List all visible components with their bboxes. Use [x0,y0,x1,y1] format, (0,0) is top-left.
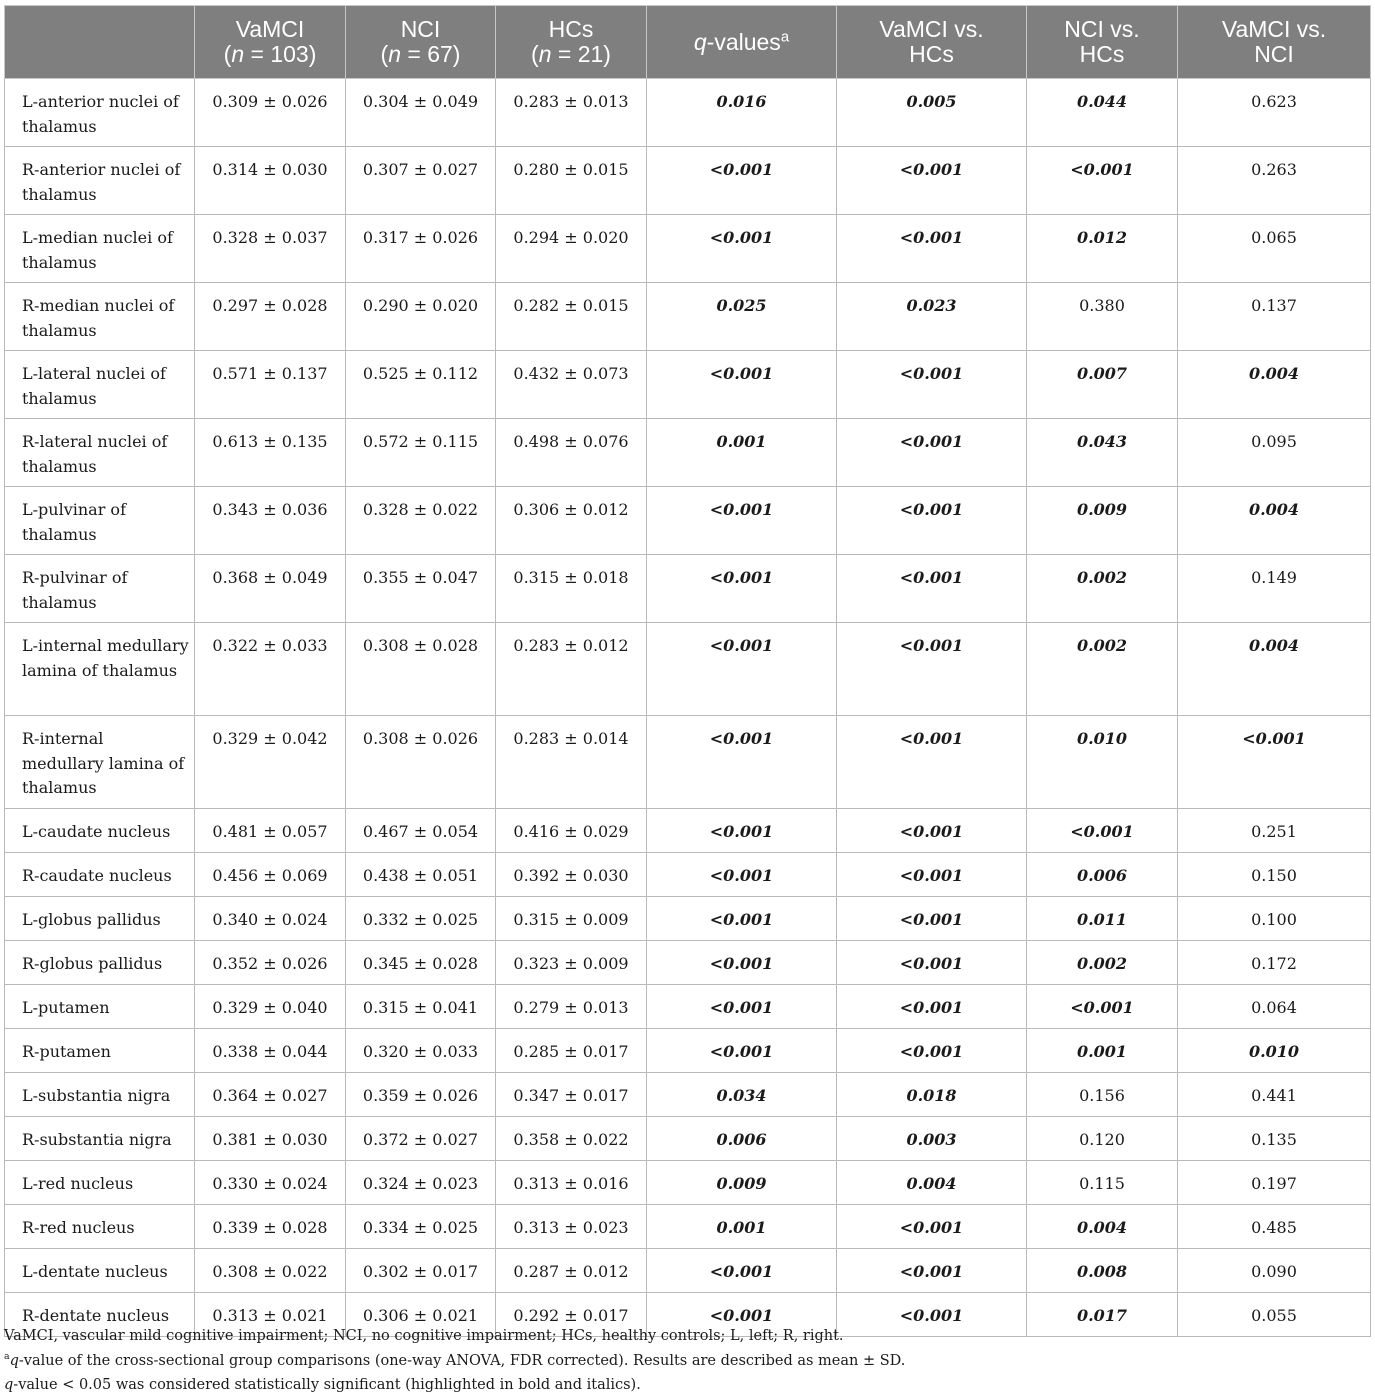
cell-nci-vs-hcs: 0.009 [1027,487,1178,555]
table-row [5,555,1371,623]
cell-nci: 0.355 ± 0.047 [346,555,496,623]
row-label: L-caudate nucleus [5,809,195,853]
cell-nci: 0.306 ± 0.021 [346,1293,496,1337]
cell-nci: 0.372 ± 0.027 [346,1117,496,1161]
header-region [5,6,195,79]
cell-nci: 0.317 ± 0.026 [346,215,496,283]
cell-nci-vs-hcs: 0.007 [1027,351,1178,419]
cell-nci-vs-hcs: 0.012 [1027,215,1178,283]
cell-q: <0.001 [647,1029,837,1073]
cell-vamci-vs-nci: 0.100 [1178,897,1371,941]
cell-vamci: 0.571 ± 0.137 [195,351,346,419]
cell-nci: 0.345 ± 0.028 [346,941,496,985]
row-label: R-internal medullary lamina of thalamus [5,716,195,809]
table-row [5,1029,1371,1073]
cell-vamci: 0.314 ± 0.030 [195,147,346,215]
table-row [5,1161,1371,1205]
cell-vamci-vs-hcs: 0.005 [837,79,1027,147]
cell-vamci-vs-nci: 0.064 [1178,985,1371,1029]
cell-q: <0.001 [647,1293,837,1337]
cell-nci: 0.572 ± 0.115 [346,419,496,487]
cell-q: <0.001 [647,555,837,623]
cell-vamci-vs-hcs: <0.001 [837,941,1027,985]
header-nci-n: (n = 67) [380,41,461,67]
cell-vamci: 0.338 ± 0.044 [195,1029,346,1073]
row-label: R-caudate nucleus [5,853,195,897]
row-label: R-red nucleus [5,1205,195,1249]
cell-q: <0.001 [647,623,837,716]
cell-vamci: 0.339 ± 0.028 [195,1205,346,1249]
cell-vamci-vs-hcs: 0.003 [837,1117,1027,1161]
cell-q: <0.001 [647,215,837,283]
cell-vamci-vs-nci: 0.137 [1178,283,1371,351]
cell-nci: 0.525 ± 0.112 [346,351,496,419]
cell-nci: 0.438 ± 0.051 [346,853,496,897]
cell-hcs: 0.294 ± 0.020 [496,215,647,283]
cell-vamci-vs-nci: 0.004 [1178,351,1371,419]
table-row [5,147,1371,215]
table-row [5,1205,1371,1249]
cell-q: <0.001 [647,716,837,809]
cell-nci-vs-hcs: 0.008 [1027,1249,1178,1293]
cell-vamci-vs-hcs: <0.001 [837,623,1027,716]
cell-q: 0.034 [647,1073,837,1117]
cell-hcs: 0.282 ± 0.015 [496,283,647,351]
cell-q: 0.001 [647,419,837,487]
cell-hcs: 0.432 ± 0.073 [496,351,647,419]
cell-nci: 0.324 ± 0.023 [346,1161,496,1205]
cell-vamci-vs-hcs: <0.001 [837,215,1027,283]
cell-vamci: 0.329 ± 0.040 [195,985,346,1029]
table-row [5,1249,1371,1293]
cell-hcs: 0.392 ± 0.030 [496,853,647,897]
row-label: L-median nuclei of thalamus [5,215,195,283]
cell-nci-vs-hcs: 0.043 [1027,419,1178,487]
cell-vamci-vs-hcs: <0.001 [837,147,1027,215]
row-label: L-lateral nuclei of thalamus [5,351,195,419]
cell-vamci: 0.364 ± 0.027 [195,1073,346,1117]
cell-q: <0.001 [647,487,837,555]
row-label: R-median nuclei of thalamus [5,283,195,351]
cell-q: 0.006 [647,1117,837,1161]
table-row [5,351,1371,419]
row-label: R-pulvinar of thalamus [5,555,195,623]
cell-q: <0.001 [647,809,837,853]
cell-vamci: 0.309 ± 0.026 [195,79,346,147]
cell-nci-vs-hcs: 0.002 [1027,941,1178,985]
table-row [5,215,1371,283]
row-label: R-lateral nuclei of thalamus [5,419,195,487]
cell-hcs: 0.279 ± 0.013 [496,985,647,1029]
cell-vamci-vs-nci: 0.251 [1178,809,1371,853]
cell-nci-vs-hcs: 0.001 [1027,1029,1178,1073]
cell-nci-vs-hcs: 0.156 [1027,1073,1178,1117]
cell-vamci-vs-hcs: 0.023 [837,283,1027,351]
row-label: R-globus pallidus [5,941,195,985]
cell-vamci-vs-nci: <0.001 [1178,716,1371,809]
cell-vamci-vs-nci: 0.004 [1178,487,1371,555]
cell-vamci: 0.297 ± 0.028 [195,283,346,351]
cell-vamci-vs-hcs: <0.001 [837,1249,1027,1293]
cell-nci-vs-hcs: 0.010 [1027,716,1178,809]
header-hcs [496,6,647,79]
cell-vamci-vs-hcs: <0.001 [837,809,1027,853]
row-label: L-anterior nuclei of thalamus [5,79,195,147]
table-row [5,985,1371,1029]
table-row [5,716,1371,809]
row-label: L-globus pallidus [5,897,195,941]
table-body [5,79,1371,1337]
table-row [5,1117,1371,1161]
cell-nci: 0.308 ± 0.026 [346,716,496,809]
header-nci-vs-hcs: NCI vs. HCs [1027,6,1178,79]
header-q-values: q-values$^a$ [647,6,837,79]
header-nci [346,6,496,79]
cell-q: <0.001 [647,351,837,419]
cell-vamci: 0.352 ± 0.026 [195,941,346,985]
cell-q: 0.025 [647,283,837,351]
table-footnotes [4,1324,1370,1398]
cell-q: 0.016 [647,79,837,147]
cell-vamci-vs-nci: 0.150 [1178,853,1371,897]
header-vamci-vs-hcs: VaMCI vs. HCs [837,6,1027,79]
cell-vamci-vs-nci: 0.135 [1178,1117,1371,1161]
cell-vamci-vs-nci: 0.441 [1178,1073,1371,1117]
table-row [5,941,1371,985]
cell-nci-vs-hcs: 0.017 [1027,1293,1178,1337]
cell-vamci-vs-hcs: <0.001 [837,1293,1027,1337]
cell-nci-vs-hcs: <0.001 [1027,147,1178,215]
cell-vamci-vs-hcs: 0.018 [837,1073,1027,1117]
cell-vamci: 0.322 ± 0.033 [195,623,346,716]
row-label: R-anterior nuclei of thalamus [5,147,195,215]
header-vamci [195,6,346,79]
results-table [4,5,1371,1337]
footnote-abbreviations: VaMCI, vascular mild cognitive impairment; NCI, no cognitive impairment; HCs, healthy controls; L, left; R, right. [4,1328,844,1344]
cell-nci: 0.302 ± 0.017 [346,1249,496,1293]
cell-vamci-vs-nci: 0.172 [1178,941,1371,985]
cell-vamci-vs-hcs: <0.001 [837,555,1027,623]
cell-vamci-vs-nci: 0.197 [1178,1161,1371,1205]
table-row [5,419,1371,487]
cell-nci: 0.320 ± 0.033 [346,1029,496,1073]
cell-vamci: 0.343 ± 0.036 [195,487,346,555]
header-vamci-vs-nci: VaMCI vs. NCI [1178,6,1371,79]
cell-nci-vs-hcs: 0.044 [1027,79,1178,147]
row-label: L-internal medullary lamina of thalamus [5,623,195,716]
cell-nci: 0.315 ± 0.041 [346,985,496,1029]
cell-vamci-vs-nci: 0.149 [1178,555,1371,623]
header-nci-title: NCI [400,16,441,42]
cell-vamci: 0.328 ± 0.037 [195,215,346,283]
cell-vamci-vs-nci: 0.055 [1178,1293,1371,1337]
cell-vamci: 0.308 ± 0.022 [195,1249,346,1293]
cell-nci-vs-hcs: 0.004 [1027,1205,1178,1249]
cell-vamci: 0.381 ± 0.030 [195,1117,346,1161]
cell-nci-vs-hcs: <0.001 [1027,985,1178,1029]
cell-vamci-vs-hcs: <0.001 [837,487,1027,555]
cell-hcs: 0.315 ± 0.009 [496,897,647,941]
cell-nci-vs-hcs: 0.002 [1027,623,1178,716]
row-label: L-pulvinar of thalamus [5,487,195,555]
cell-vamci: 0.313 ± 0.021 [195,1293,346,1337]
cell-hcs: 0.313 ± 0.023 [496,1205,647,1249]
cell-hcs: 0.306 ± 0.012 [496,487,647,555]
cell-nci: 0.334 ± 0.025 [346,1205,496,1249]
cell-q: <0.001 [647,1249,837,1293]
row-label: L-putamen [5,985,195,1029]
cell-nci-vs-hcs: 0.380 [1027,283,1178,351]
table-row [5,623,1371,716]
cell-hcs: 0.347 ± 0.017 [496,1073,647,1117]
cell-nci-vs-hcs: <0.001 [1027,809,1178,853]
row-label: L-substantia nigra [5,1073,195,1117]
cell-vamci-vs-hcs: 0.004 [837,1161,1027,1205]
cell-vamci: 0.481 ± 0.057 [195,809,346,853]
cell-vamci-vs-nci: 0.263 [1178,147,1371,215]
cell-hcs: 0.323 ± 0.009 [496,941,647,985]
cell-hcs: 0.280 ± 0.015 [496,147,647,215]
cell-q: 0.001 [647,1205,837,1249]
cell-hcs: 0.283 ± 0.013 [496,79,647,147]
cell-q: <0.001 [647,941,837,985]
header-hcs-n: (n = 21) [531,41,611,67]
cell-hcs: 0.315 ± 0.018 [496,555,647,623]
header-vamci-title: VaMCI [235,16,305,42]
cell-q: <0.001 [647,853,837,897]
table-row [5,283,1371,351]
cell-vamci-vs-hcs: <0.001 [837,419,1027,487]
cell-vamci-vs-nci: 0.090 [1178,1249,1371,1293]
cell-vamci: 0.330 ± 0.024 [195,1161,346,1205]
cell-nci: 0.308 ± 0.028 [346,623,496,716]
cell-q: <0.001 [647,897,837,941]
cell-nci: 0.467 ± 0.054 [346,809,496,853]
cell-nci-vs-hcs: 0.011 [1027,897,1178,941]
footnote-significance: q-value < 0.05 was considered statistically significant (highlighted in bold and italics). [4,1377,641,1393]
table-row [5,79,1371,147]
cell-nci-vs-hcs: 0.002 [1027,555,1178,623]
row-label: R-dentate nucleus [5,1293,195,1337]
table-row [5,809,1371,853]
cell-vamci-vs-nci: 0.004 [1178,623,1371,716]
table-row [5,1073,1371,1117]
cell-hcs: 0.416 ± 0.029 [496,809,647,853]
cell-vamci: 0.340 ± 0.024 [195,897,346,941]
cell-q: <0.001 [647,985,837,1029]
cell-vamci-vs-hcs: <0.001 [837,351,1027,419]
cell-vamci-vs-nci: 0.623 [1178,79,1371,147]
cell-vamci-vs-hcs: <0.001 [837,853,1027,897]
cell-vamci: 0.329 ± 0.042 [195,716,346,809]
cell-vamci-vs-hcs: <0.001 [837,716,1027,809]
table-row [5,487,1371,555]
header-hcs-title: HCs [548,16,594,42]
header-row [5,6,1371,79]
row-label: R-substantia nigra [5,1117,195,1161]
cell-hcs: 0.287 ± 0.012 [496,1249,647,1293]
row-label: L-dentate nucleus [5,1249,195,1293]
cell-hcs: 0.358 ± 0.022 [496,1117,647,1161]
cell-vamci-vs-nci: 0.065 [1178,215,1371,283]
cell-vamci-vs-hcs: <0.001 [837,897,1027,941]
table-row [5,897,1371,941]
cell-nci: 0.304 ± 0.049 [346,79,496,147]
cell-vamci-vs-hcs: <0.001 [837,985,1027,1029]
cell-nci: 0.332 ± 0.025 [346,897,496,941]
cell-vamci-vs-nci: 0.485 [1178,1205,1371,1249]
cell-q: <0.001 [647,147,837,215]
cell-vamci: 0.368 ± 0.049 [195,555,346,623]
cell-q: 0.009 [647,1161,837,1205]
cell-vamci-vs-hcs: <0.001 [837,1205,1027,1249]
row-label: R-putamen [5,1029,195,1073]
cell-hcs: 0.313 ± 0.016 [496,1161,647,1205]
cell-hcs: 0.283 ± 0.012 [496,623,647,716]
cell-vamci-vs-nci: 0.010 [1178,1029,1371,1073]
cell-nci-vs-hcs: 0.006 [1027,853,1178,897]
cell-vamci: 0.613 ± 0.135 [195,419,346,487]
header-vamci-n: (n = 103) [223,41,317,67]
cell-hcs: 0.498 ± 0.076 [496,419,647,487]
footnote-a: $^a$q-value of the cross-sectional group comparisons (one-way ANOVA, FDR corrected). Results are described as mean ± SD. [4,1350,906,1369]
cell-nci-vs-hcs: 0.115 [1027,1161,1178,1205]
cell-nci-vs-hcs: 0.120 [1027,1117,1178,1161]
cell-nci: 0.328 ± 0.022 [346,487,496,555]
cell-vamci-vs-hcs: <0.001 [837,1029,1027,1073]
row-label: L-red nucleus [5,1161,195,1205]
footnote-marker-a: a [780,27,790,45]
cell-hcs: 0.285 ± 0.017 [496,1029,647,1073]
cell-nci: 0.307 ± 0.027 [346,147,496,215]
cell-hcs: 0.292 ± 0.017 [496,1293,647,1337]
cell-vamci-vs-nci: 0.095 [1178,419,1371,487]
table-row [5,853,1371,897]
cell-vamci: 0.456 ± 0.069 [195,853,346,897]
cell-nci: 0.290 ± 0.020 [346,283,496,351]
cell-nci: 0.359 ± 0.026 [346,1073,496,1117]
cell-hcs: 0.283 ± 0.014 [496,716,647,809]
